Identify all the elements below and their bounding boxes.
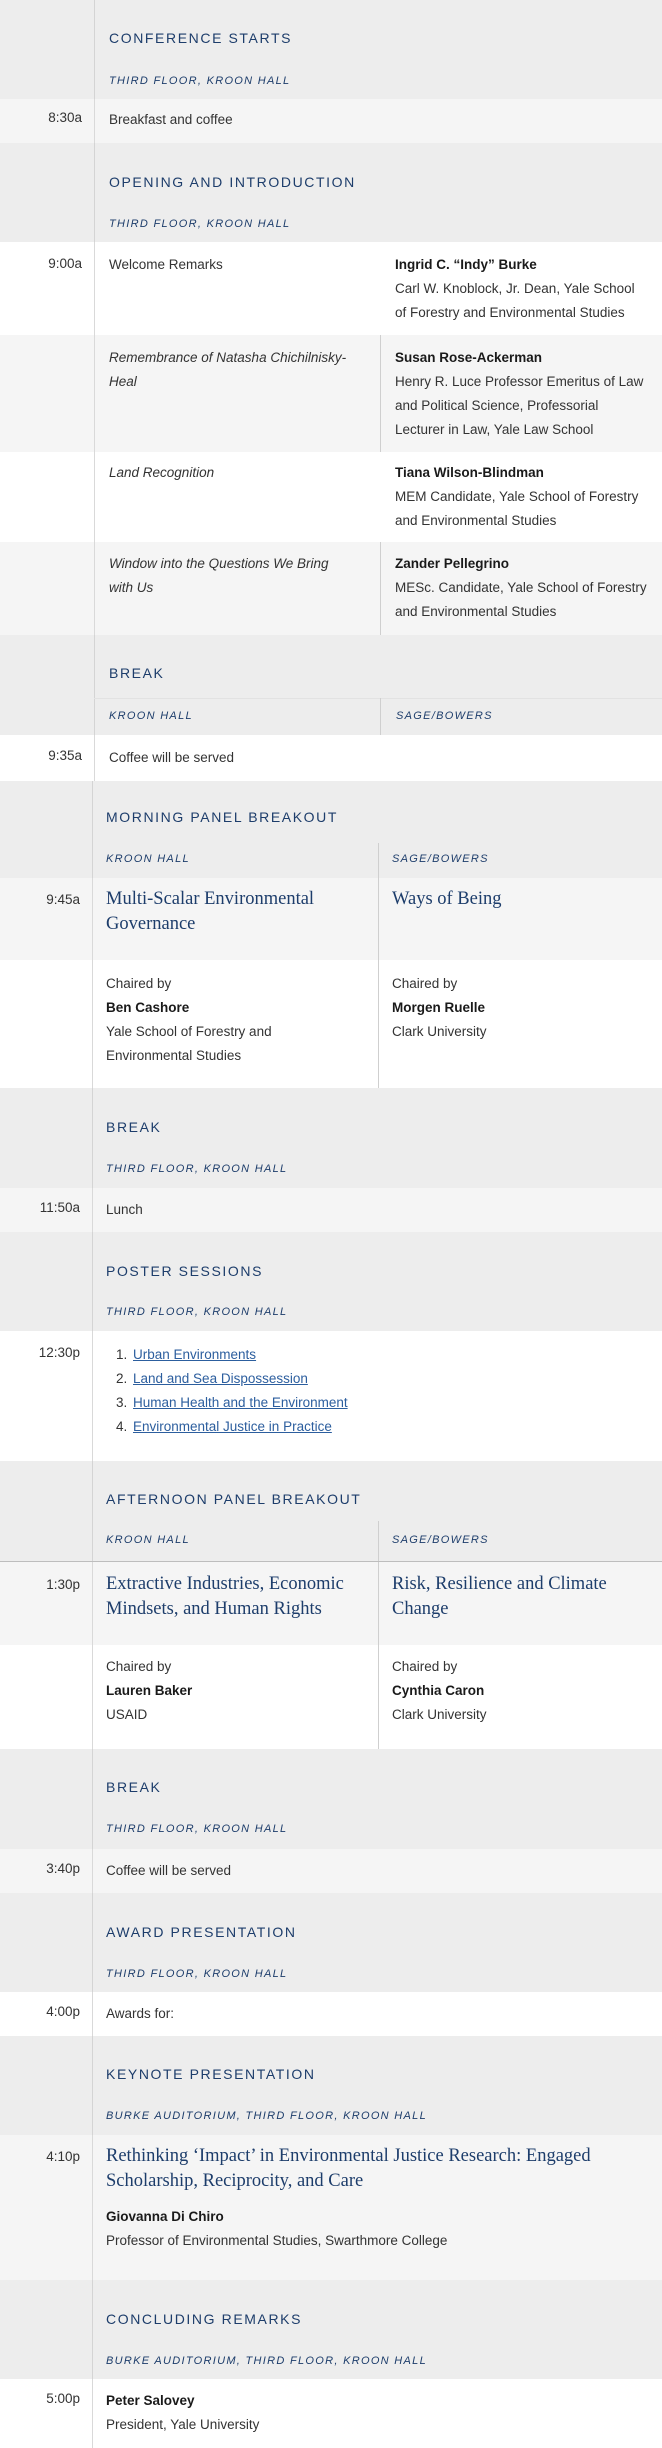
event-text: Coffee will be served xyxy=(106,1863,232,1878)
chair-name: Cynthia Caron xyxy=(392,1683,485,1698)
timeline-divider xyxy=(94,0,95,99)
section-heading: CONCLUDING REMARKS xyxy=(106,2311,303,2327)
section-heading: BREAK xyxy=(106,1119,162,1135)
schedule-row xyxy=(0,1645,662,1749)
keynote-title: Rethinking ‘Impact’ in Environmental Justice Research: Engaged xyxy=(106,2146,591,2166)
event-title: Land Recognition xyxy=(109,465,215,480)
section-heading: MORNING PANEL BREAKOUT xyxy=(106,809,339,825)
event-text: Coffee will be served xyxy=(109,750,235,765)
panel-title: Risk, Resilience and Climate xyxy=(392,1574,607,1594)
section-location: THIRD FLOOR, KROON HALL xyxy=(106,1968,288,1980)
poster-list xyxy=(131,1343,348,1439)
schedule-row xyxy=(0,1331,662,1461)
chair-label: Chaired by xyxy=(392,1659,458,1674)
section-location: THIRD FLOOR, KROON HALL xyxy=(106,1306,288,1318)
section-location: THIRD FLOOR, KROON HALL xyxy=(109,218,291,230)
section-conference-starts xyxy=(0,0,662,99)
schedule-row xyxy=(0,335,662,452)
section-location: THIRD FLOOR, KROON HALL xyxy=(106,1163,288,1175)
panel-title: Mindsets, and Human Rights xyxy=(106,1599,322,1619)
event-title: with Us xyxy=(109,580,154,595)
event-text: Lunch xyxy=(106,1202,143,1217)
section-location: KROON HALL xyxy=(106,853,190,865)
speaker-affiliation: and Environmental Studies xyxy=(395,604,557,619)
speaker-name: Giovanna Di Chiro xyxy=(106,2209,224,2224)
schedule-row xyxy=(0,1992,662,2036)
schedule-row xyxy=(0,2135,662,2280)
chair-name: Lauren Baker xyxy=(106,1683,193,1698)
time-label: 9:00a xyxy=(48,256,82,271)
section-award xyxy=(0,1893,662,1992)
schedule-row xyxy=(0,1188,662,1232)
chair-name: Ben Cashore xyxy=(106,1000,190,1015)
time-label: 4:10p xyxy=(46,2149,80,2164)
section-location: THIRD FLOOR, KROON HALL xyxy=(106,1823,288,1835)
section-location: THIRD FLOOR, KROON HALL xyxy=(109,75,291,87)
event-title: Heal xyxy=(109,374,137,389)
chair-affiliation: Clark University xyxy=(392,1707,487,1722)
section-location: SAGE/BOWERS xyxy=(392,1534,489,1546)
section-break xyxy=(0,1749,662,1849)
event-title: Window into the Questions We Bring xyxy=(109,556,329,571)
section-location: BURKE AUDITORIUM, THIRD FLOOR, KROON HALL xyxy=(106,2110,428,2122)
speaker-name: Susan Rose-Ackerman xyxy=(395,350,543,365)
panel-title: Extractive Industries, Economic xyxy=(106,1574,344,1594)
section-concluding xyxy=(0,2280,662,2379)
chair-affiliation: Clark University xyxy=(392,1024,487,1039)
chair-label: Chaired by xyxy=(106,1659,172,1674)
schedule-row xyxy=(0,1849,662,1893)
time-label: 3:40p xyxy=(46,1861,80,1876)
schedule-row xyxy=(0,960,662,1088)
speaker-affiliation: and Political Science, Professorial xyxy=(395,398,599,413)
chair-label: Chaired by xyxy=(106,976,172,991)
speaker-name: Zander Pellegrino xyxy=(395,556,510,571)
panel-title: Governance xyxy=(106,914,196,934)
speaker-affiliation: MESc. Candidate, Yale School of Forestry xyxy=(395,580,647,595)
section-location: SAGE/BOWERS xyxy=(396,710,493,722)
chair-affiliation: Environmental Studies xyxy=(106,1048,242,1063)
time-label: 11:50a xyxy=(39,1200,80,1215)
section-poster xyxy=(0,1232,662,1331)
section-location: BURKE AUDITORIUM, THIRD FLOOR, KROON HALL xyxy=(106,2355,428,2367)
time-label: 9:45a xyxy=(46,892,80,907)
section-location: SAGE/BOWERS xyxy=(392,853,489,865)
schedule-row xyxy=(0,99,662,143)
chair-name: Morgen Ruelle xyxy=(392,1000,486,1015)
schedule-row xyxy=(0,242,662,335)
section-morning-panel xyxy=(0,781,662,878)
time-label: 5:00p xyxy=(46,2391,80,2406)
speaker-affiliation: and Environmental Studies xyxy=(395,513,557,528)
poster-link[interactable]: Land and Sea Dispossession xyxy=(133,1371,308,1386)
section-break xyxy=(0,635,662,735)
section-heading: POSTER SESSIONS xyxy=(106,1263,264,1279)
section-afternoon-panel xyxy=(0,1461,662,1561)
section-heading: CONFERENCE STARTS xyxy=(109,30,293,46)
poster-link[interactable]: Urban Environments xyxy=(133,1347,257,1362)
speaker-name: Ingrid C. “Indy” Burke xyxy=(395,257,537,272)
poster-link[interactable]: Human Health and the Environment xyxy=(133,1395,348,1410)
time-label: 8:30a xyxy=(48,110,82,125)
schedule-row xyxy=(0,1562,662,1645)
schedule-row xyxy=(0,735,662,781)
list-item xyxy=(131,1343,348,1367)
panel-title: Ways of Being xyxy=(392,889,502,909)
keynote-title: Scholarship, Reciprocity, and Care xyxy=(106,2171,364,2191)
chair-affiliation: Yale School of Forestry and xyxy=(106,1024,272,1039)
poster-link[interactable]: Environmental Justice in Practice xyxy=(133,1419,332,1434)
section-heading: BREAK xyxy=(109,665,165,681)
time-label: 9:35a xyxy=(48,748,82,763)
time-label: 1:30p xyxy=(46,1577,80,1592)
chair-affiliation: USAID xyxy=(106,1707,148,1722)
chair-label: Chaired by xyxy=(392,976,458,991)
speaker-affiliation: Carl W. Knoblock, Jr. Dean, Yale School xyxy=(395,281,635,296)
event-title: Remembrance of Natasha Chichilnisky- xyxy=(109,350,347,365)
event-title: Welcome Remarks xyxy=(109,257,223,272)
speaker-affiliation: of Forestry and Environmental Studies xyxy=(395,305,625,320)
speaker-name: Peter Salovey xyxy=(106,2393,195,2408)
list-item xyxy=(131,1391,348,1415)
panel-title: Multi-Scalar Environmental xyxy=(106,889,315,909)
speaker-affiliation: Henry R. Luce Professor Emeritus of Law xyxy=(395,374,644,389)
list-item xyxy=(131,1367,348,1391)
speaker-affiliation: Lecturer in Law, Yale Law School xyxy=(395,422,594,437)
event-text: Breakfast and coffee xyxy=(109,112,233,127)
time-label: 12:30p xyxy=(38,1345,80,1360)
schedule-row xyxy=(0,2379,662,2448)
section-heading: OPENING AND INTRODUCTION xyxy=(109,174,356,190)
section-location: KROON HALL xyxy=(106,1534,190,1546)
panel-title: Change xyxy=(392,1599,449,1619)
section-break xyxy=(0,1088,662,1188)
section-heading: AFTERNOON PANEL BREAKOUT xyxy=(106,1491,362,1507)
section-keynote xyxy=(0,2036,662,2135)
speaker-affiliation: President, Yale University xyxy=(106,2417,260,2432)
schedule-row xyxy=(0,452,662,542)
speaker-name: Tiana Wilson-Blindman xyxy=(395,465,544,480)
time-label: 4:00p xyxy=(46,2004,80,2019)
section-location: KROON HALL xyxy=(109,710,193,722)
section-heading: BREAK xyxy=(106,1779,162,1795)
section-heading: KEYNOTE PRESENTATION xyxy=(106,2066,316,2082)
list-item xyxy=(131,1415,348,1439)
speaker-affiliation: MEM Candidate, Yale School of Forestry xyxy=(395,489,639,504)
section-heading: AWARD PRESENTATION xyxy=(106,1924,297,1940)
schedule-row xyxy=(0,542,662,635)
section-opening xyxy=(0,143,662,242)
event-text: Awards for: xyxy=(106,2006,175,2021)
schedule-row xyxy=(0,878,662,960)
speaker-affiliation: Professor of Environmental Studies, Swarthmore College xyxy=(106,2233,448,2248)
